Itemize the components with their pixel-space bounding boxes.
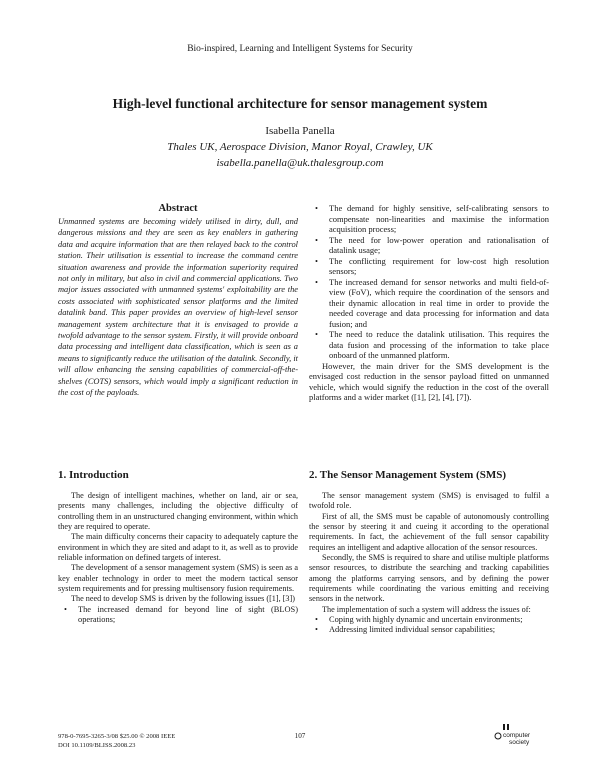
paper-title: High-level functional architecture for sensor management system (112, 96, 488, 111)
paragraph: The main difficulty concerns their capacity to adequately capture the environment in which they are sited and adapt to it, as well as to provide reliable information on defined targets of interest. (58, 532, 298, 563)
bullet-icon: • (315, 625, 318, 635)
bullet-icon: • (315, 276, 318, 287)
list-item: • The increased demand for sensor networks and multi field-of-view (FoV), which require the coordination of the sensors and their dynamic allocation in real time in order to provide the needed coverage and data processing for information and data fusion; and (315, 276, 549, 329)
paragraph: The implementation of such a system will address the issues of: (322, 604, 531, 614)
list-item: • The need for low-power operation and rationalisation of datalink usage; (315, 234, 549, 255)
list-item: • The need to reduce the datalink utilisation. This requires the data fusion and processing of the information to take place onboard of the unmanned platform. (315, 329, 549, 360)
bullet-icon: • (315, 329, 318, 339)
right-column-top (309, 203, 549, 403)
bullet-icon: • (315, 615, 318, 625)
bullet-icon: • (315, 203, 318, 213)
list-item: • The demand for highly sensitive, self-calibrating sensors to compensate non-linearities and maximise the information acquisition process; (315, 203, 549, 234)
paragraph: The design of intelligent machines, whether on land, air or sea, presents many challenges, including the objective difficulty of controlling them in an unstructured changing environment, within which they are required to operate. (58, 491, 298, 532)
author-email: isabella.panella@uk.thalesgroup.com (216, 157, 384, 169)
introduction-body (58, 491, 298, 625)
author-name: Isabella Panella (265, 125, 335, 137)
sms-body (309, 491, 549, 636)
logo-mark-icon (493, 724, 547, 748)
doi-line: DOI 10.1109/BLISS.2008.23 (58, 742, 136, 749)
author-affiliation: Thales UK, Aerospace Division, Manor Royal, Crawley, UK (167, 141, 433, 153)
logo-text-bottom: society (509, 739, 530, 746)
paragraph: First of all, the SMS must be capable of autonomously controlling the sensor by steering it and cueing it according to the operational requirements. In fact, the achievement of the full sensor capability requires an intelligent and adaptive allocation of the sensor resources. (309, 511, 549, 552)
sms-issues-list (309, 615, 549, 636)
list-item: • The conflicting requirement for low-cost high resolution sensors; (315, 255, 549, 276)
list-item: • The increased demand for beyond line of sight (BLOS) operations; (64, 604, 298, 625)
logo-text-top: computer (503, 732, 531, 739)
page-number: 107 (294, 732, 306, 740)
requirements-list (309, 203, 549, 361)
list-item: • Addressing limited individual sensor capabilities; (315, 625, 496, 635)
paragraph: The sensor management system (SMS) is envisaged to fulfil a twofold role. (309, 491, 549, 511)
section-heading-sms: 2. The Sensor Management System (SMS) (309, 469, 506, 481)
abstract-block (58, 203, 298, 399)
bullet-icon: • (315, 255, 318, 266)
isbn-line: 978-0-7695-3265-3/08 $25.00 © 2008 IEEE (58, 733, 176, 740)
issues-list (58, 605, 298, 626)
paragraph: The development of a sensor management system (SMS) is seen as a key enabler technology in order to meet the modern tactical sensor system requirements and for pressing multisensory fusion requirements. (58, 563, 298, 594)
section-heading-introduction: 1. Introduction (58, 469, 129, 481)
paragraph: Secondly, the SMS is required to share and utilise multiple platforms sensor resources, to distribute the searching and tracking capabilities among the platforms carrying sensors, and by defining the power requirements while coordinating the various emitting and receiving sensors in the network. (309, 553, 549, 604)
paragraph: The need to develop SMS is driven by the following issues ([1], [3]) (71, 594, 295, 604)
abstract-heading: Abstract (158, 203, 198, 214)
cost-driver-paragraph: However, the main driver for the SMS development is the envisaged cost reduction in the sensor payload fitted on unmanned vehicle, which would signify the reduction in the cost of the overall platforms and a wider market ([1], [2], [4], [7]). (309, 360, 549, 402)
list-item: • Coping with highly dynamic and uncertain environments; (315, 615, 523, 625)
bullet-icon: • (64, 604, 67, 614)
abstract-text: Unmanned systems are becoming widely utilised in dirty, dull, and dangerous missions and they are seen as key enablers in gathering data and acquire information that are then relayed back to the control station. Their utilisation is essential to increase the command centre situation awareness and provide the information superiority required not only in military, but also in civil and commercial applications. Two major issues associated with unmanned systems' exploitability are the costs associated with sophisticated sensor platforms and the limited datalink band. This paper provides an overview of high-level sensor management system architecture that it is envisaged to provide a twofold advantage to the sensor system. Firstly, it will provide onboard data processing and intelligent data classification, which is seen as a means to significantly reduce the utilisation of the datalink. Secondly, it will allow enhancing the sensing capabilities of commercial-off-the-shelves (COTS) sensors, which would imply a significant reduction in the cost of the payloads. (58, 217, 298, 398)
bullet-icon: • (315, 234, 318, 245)
running-head: Bio-inspired, Learning and Intelligent Systems for Security (187, 44, 413, 54)
computer-society-logo (493, 724, 547, 748)
